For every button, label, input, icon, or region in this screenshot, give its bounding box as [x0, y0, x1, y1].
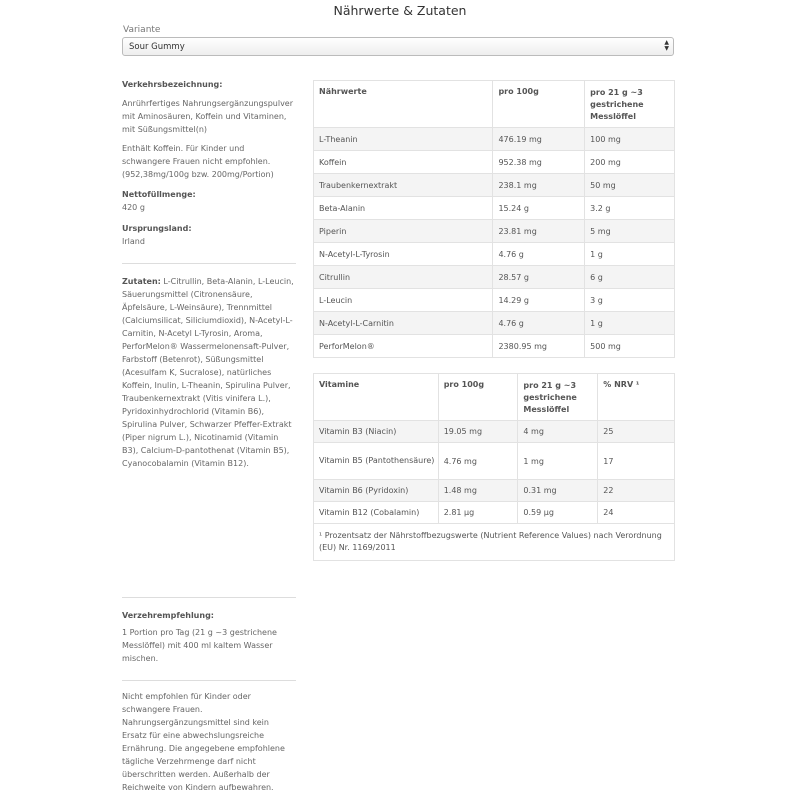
warning-section — [122, 690, 294, 794]
table-row — [314, 128, 675, 151]
table-header-row — [314, 374, 675, 421]
cell: 200 mg — [585, 151, 675, 174]
table-row — [314, 220, 675, 243]
cell: 100 mg — [585, 128, 675, 151]
cell: 476.19 mg — [493, 128, 585, 151]
cell: 1 g — [585, 243, 675, 266]
cell: Koffein — [314, 151, 493, 174]
table-row — [314, 312, 675, 335]
column-header: Nährwerte — [314, 81, 493, 128]
verkehrsbezeichnung-section — [122, 78, 294, 248]
column-header: Vitamine — [314, 374, 439, 421]
table-row — [314, 174, 675, 197]
cell: 5 mg — [585, 220, 675, 243]
cell: 14.29 g — [493, 289, 585, 312]
table-row — [314, 289, 675, 312]
nrv-footnote: ¹ Prozentsatz der Nährstoffbezugswerte (Nutrient Reference Values) nach Verordnung (EU) Nr. 1169/2011 — [314, 524, 675, 561]
table-row — [314, 197, 675, 220]
cell: 4.76 g — [493, 243, 585, 266]
footnote-row — [314, 524, 675, 561]
table-row — [314, 480, 675, 502]
select-arrows-icon: ▲ ▼ — [664, 39, 669, 52]
zutaten-section — [122, 275, 294, 470]
ursprung-value: Irland — [122, 237, 145, 246]
warning-text: Nicht empfohlen für Kinder oder schwangere Frauen. Nahrungsergänzungsmittel sind kein Ersatz für eine abwechslungsreiche Ernährung. Die angegebene empfohlene tägliche Verzehrmenge darf nicht überschritten werden. Außerhalb der Reichweite von Kindern aufbewahren. — [122, 692, 285, 792]
cell: 23.81 mg — [493, 220, 585, 243]
zutaten-text: L-Citrullin, Beta-Alanin, L-Leucin, Säuerungsmittel (Citronensäure, Äpfelsäure, L-Weinsäure), Trennmittel (Calciumsilicat, Siliciumdioxid), N-Acetyl-L-Carnitin, N-Acetyl L-Tyrosin, Aroma, PerforMelon® Wassermelonensaft-Pulver, Farbstoff (Betenrot), Süßungsmittel (Acesulfam K, Sucralose), natürliches Koffein, Inulin, L-Theanin, Spirulina Pulver, Traubenkernextrakt (Vitis vinifera L.), Pyridoxinhydrochlorid (Vitamin B6), Spirulina Pulver, Schwarzer Pfeffer-Extrakt (Piper nigrum L.), Nicotinamid (Vitamin B3), Calcium-D-pantothenat (Vitamin B5), Cyanocobalamin (Vitamin B12). — [122, 277, 294, 468]
variant-selected-value: Sour Gummy — [129, 42, 185, 52]
cell: 17 — [598, 443, 675, 480]
ursprung-label: Ursprungsland: — [122, 224, 192, 233]
netto-value: 420 g — [122, 203, 145, 212]
cell: 238.1 mg — [493, 174, 585, 197]
divider — [122, 680, 296, 681]
cell: 4.76 g — [493, 312, 585, 335]
cell: 1.48 mg — [438, 480, 518, 502]
cell: L-Leucin — [314, 289, 493, 312]
cell: Citrullin — [314, 266, 493, 289]
verzehr-label: Verzehrempfehlung: — [122, 611, 214, 620]
table-row — [314, 335, 675, 358]
cell: Vitamin B12 (Cobalamin) — [314, 502, 439, 524]
cell: N-Acetyl-L-Tyrosin — [314, 243, 493, 266]
cell: 6 g — [585, 266, 675, 289]
cell: 22 — [598, 480, 675, 502]
cell: 0.31 mg — [518, 480, 598, 502]
vitamine-table — [313, 373, 675, 561]
cell: Traubenkernextrakt — [314, 174, 493, 197]
verzehr-text: 1 Portion pro Tag (21 g ~3 gestrichene Messlöffel) mit 400 ml kaltem Wasser mischen. — [122, 628, 277, 663]
koffein-text: Enthält Koffein. Für Kinder und schwangere Frauen nicht empfohlen. (952,38mg/100g bzw. 200mg/Portion) — [122, 144, 274, 179]
column-header: % NRV ¹ — [598, 374, 675, 421]
cell: Piperin — [314, 220, 493, 243]
verzehr-section — [122, 609, 294, 665]
cell: 0.59 µg — [518, 502, 598, 524]
cell: L-Theanin — [314, 128, 493, 151]
cell: 2380.95 mg — [493, 335, 585, 358]
column-header: pro 21 g ~3 gestrichene Messlöffel — [585, 81, 675, 128]
cell: 1 g — [585, 312, 675, 335]
cell: Vitamin B6 (Pyridoxin) — [314, 480, 439, 502]
cell: 500 mg — [585, 335, 675, 358]
cell: 15.24 g — [493, 197, 585, 220]
table-row — [314, 502, 675, 524]
cell: 4 mg — [518, 421, 598, 443]
divider — [122, 263, 296, 264]
cell: PerforMelon® — [314, 335, 493, 358]
variant-select[interactable] — [122, 37, 674, 56]
column-header: pro 100g — [438, 374, 518, 421]
verkehr-text: Anrührfertiges Nahrungsergänzungspulver mit Aminosäuren, Koffein und Vitaminen, mit Süßungsmittel(n) — [122, 99, 294, 134]
table-header-row — [314, 81, 675, 128]
cell: 28.57 g — [493, 266, 585, 289]
cell: 2.81 µg — [438, 502, 518, 524]
cell: N-Acetyl-L-Carnitin — [314, 312, 493, 335]
table-row — [314, 421, 675, 443]
zutaten-label: Zutaten: — [122, 277, 161, 286]
cell: 19.05 mg — [438, 421, 518, 443]
variant-label: Variante — [123, 25, 161, 35]
netto-label: Nettofüllmenge: — [122, 190, 196, 199]
cell: 25 — [598, 421, 675, 443]
table-row — [314, 266, 675, 289]
cell: Beta-Alanin — [314, 197, 493, 220]
table-row — [314, 151, 675, 174]
naehrwerte-table — [313, 80, 675, 358]
table-row — [314, 443, 675, 480]
column-header: pro 100g — [493, 81, 585, 128]
cell: 3.2 g — [585, 197, 675, 220]
cell: 24 — [598, 502, 675, 524]
cell: 952.38 mg — [493, 151, 585, 174]
divider — [122, 597, 296, 598]
cell: Vitamin B3 (Niacin) — [314, 421, 439, 443]
page-title: Nährwerte & Zutaten — [333, 3, 467, 18]
cell: 50 mg — [585, 174, 675, 197]
cell: Vitamin B5 (Pantothensäure) — [314, 443, 439, 480]
cell: 3 g — [585, 289, 675, 312]
column-header: pro 21 g ~3 gestrichene Messlöffel — [518, 374, 598, 421]
verkehr-label: Verkehrsbezeichnung: — [122, 80, 223, 89]
cell: 1 mg — [518, 443, 598, 480]
cell: 4.76 mg — [438, 443, 518, 480]
table-row — [314, 243, 675, 266]
